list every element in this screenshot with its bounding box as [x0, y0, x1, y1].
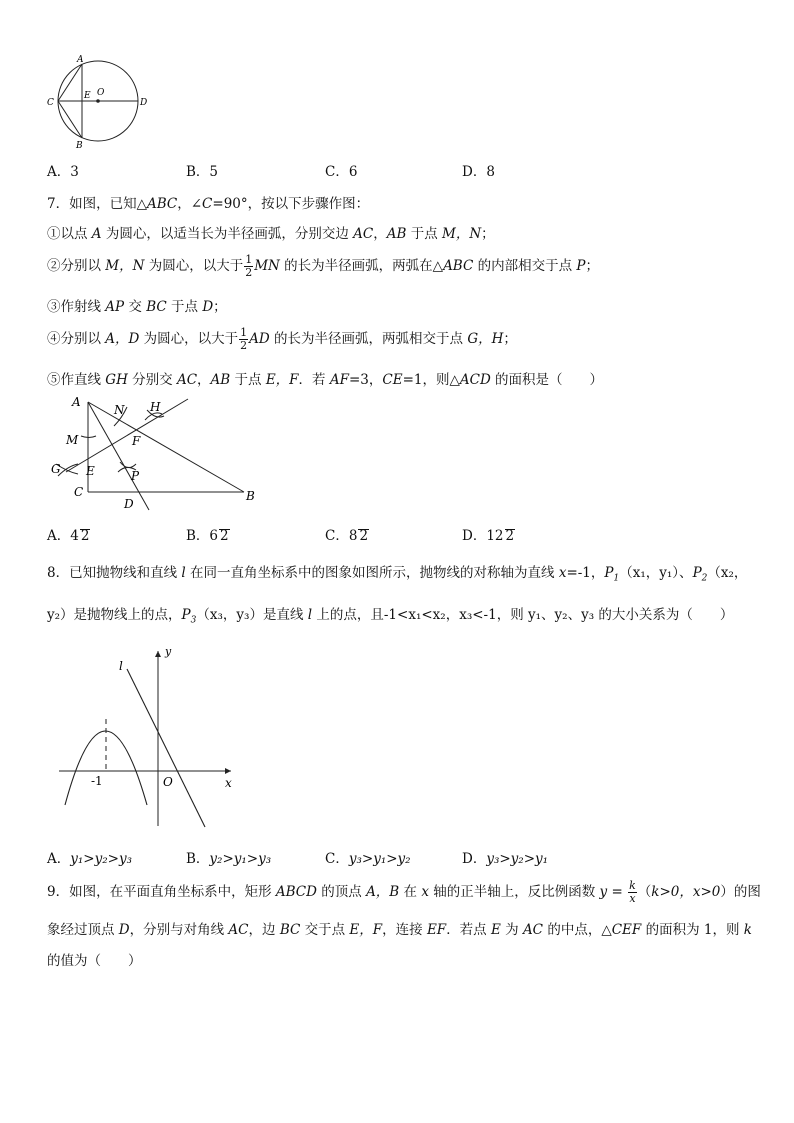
- q8-label-O: O: [163, 775, 173, 789]
- q8-label-y: y: [165, 645, 172, 658]
- q7-option-b: B．6 2: [186, 528, 229, 544]
- q8-option-a: A．y₁>y₂>y₃: [47, 851, 132, 867]
- q7-option-d: D．12 2: [462, 528, 515, 544]
- q7-label-C: C: [74, 485, 84, 499]
- q7-stem: 7．如图，已知△ABC，∠C=90°，按以下步骤作图：: [47, 196, 370, 212]
- q7-label-A: A: [72, 395, 81, 409]
- q7-label-B: B: [246, 489, 255, 503]
- q6-circle-figure: [45, 52, 155, 152]
- q7-step-3: ③作射线 AP 交 BC 于点 D；: [47, 299, 227, 315]
- q7-label-F: F: [132, 434, 141, 448]
- q6-label-C: C: [47, 98, 54, 108]
- q6-label-A: A: [77, 55, 84, 65]
- q8-option-c: C．y₃>y₁>y₂: [325, 851, 411, 867]
- q8-label-x: x: [225, 776, 232, 790]
- q6-option-a: A．3: [47, 164, 79, 180]
- q7-step-1: ①以点 A 为圆心，以适当长为半径画弧，分别交边 AC，AB 于点 M，N；: [47, 226, 495, 242]
- q6-label-D: D: [140, 98, 148, 108]
- q6-label-E: E: [84, 91, 91, 101]
- q7-label-M: M: [66, 433, 79, 447]
- q6-option-d: D．8: [462, 164, 495, 180]
- q7-step-4: ④分别以 A，D 为圆心，以大于 $\frac{1}{2}$ AD 的长为半径画弧，两弧相交于点 G，H；: [47, 326, 517, 352]
- q9-stem-line-1: 9．如图，在平面直角坐标系中，矩形 ABCD 的顶点 A，B 在 x 轴的正半轴上，反比例函数 y = $\frac{k}{x}$ （k>0，x>0）的图: [47, 879, 761, 905]
- q8-graph-figure: [55, 643, 245, 831]
- q7-triangle-figure: [48, 392, 268, 514]
- q7-label-P: P: [131, 469, 140, 483]
- q7-label-N: N: [114, 403, 125, 417]
- q6-label-O: O: [97, 88, 105, 98]
- q7-option-c: C．8 2: [325, 528, 369, 544]
- q7-step-5: ⑤作直线 GH 分别交 AC，AB 于点 E，F．若 AF=3，CE=1，则△ACD 的面积是（ ）: [47, 372, 604, 388]
- q9-fraction-k-over-x: $\frac{k}{x}$: [629, 879, 636, 905]
- q8-stem-line-1: 8．已知抛物线和直线 l 在同一直角坐标系中的图象如图所示，抛物线的对称轴为直线 x=-1，$P_1(x_1$，y₁）、$P_2(x_2$，: [47, 565, 748, 584]
- q6-label-B: B: [76, 141, 83, 151]
- q8-stem-line-2: y₂）是抛物线上的点，$P_3(x_3$，y₃）是直线 l 上的点，且-1<x₁<x₂，x₃<-1，则 y₁、y₂、y₃ 的大小关系为（ ）: [47, 607, 734, 626]
- q7-fraction-half-2: $\frac{1}{2}$: [240, 326, 248, 352]
- q9-stem-line-2: 象经过顶点 D，分别与对角线 AC，边 BC 交于点 E，F，连接 EF．若点 E 为 AC 的中点，△CEF 的面积为 1，则 k: [47, 922, 752, 938]
- q7-option-a: A．4 2: [47, 528, 90, 544]
- q7-fraction-half: $\frac{1}{2}$: [245, 253, 253, 279]
- q8-option-b: B．y₂>y₁>y₃: [186, 851, 272, 867]
- q7-label-H: H: [150, 400, 161, 414]
- q7-label-E: E: [86, 464, 95, 478]
- q9-stem-line-3: 的值为（ ）: [47, 953, 142, 969]
- q8-option-d: D．y₃>y₂>y₁: [462, 851, 549, 867]
- q7-step-2: ②分别以 M，N 为圆心，以大于 $\frac{1}{2}$ MN 的长为半径画弧，两弧在△ABC 的内部相交于点 P；: [47, 253, 599, 279]
- q7-label-D: D: [124, 497, 134, 511]
- q8-label-neg1: -1: [91, 774, 103, 788]
- q7-label-G: G: [51, 462, 61, 476]
- q6-option-b: B．5: [186, 164, 219, 180]
- q8-label-l: l: [119, 659, 123, 673]
- q6-option-c: C．6: [325, 164, 358, 180]
